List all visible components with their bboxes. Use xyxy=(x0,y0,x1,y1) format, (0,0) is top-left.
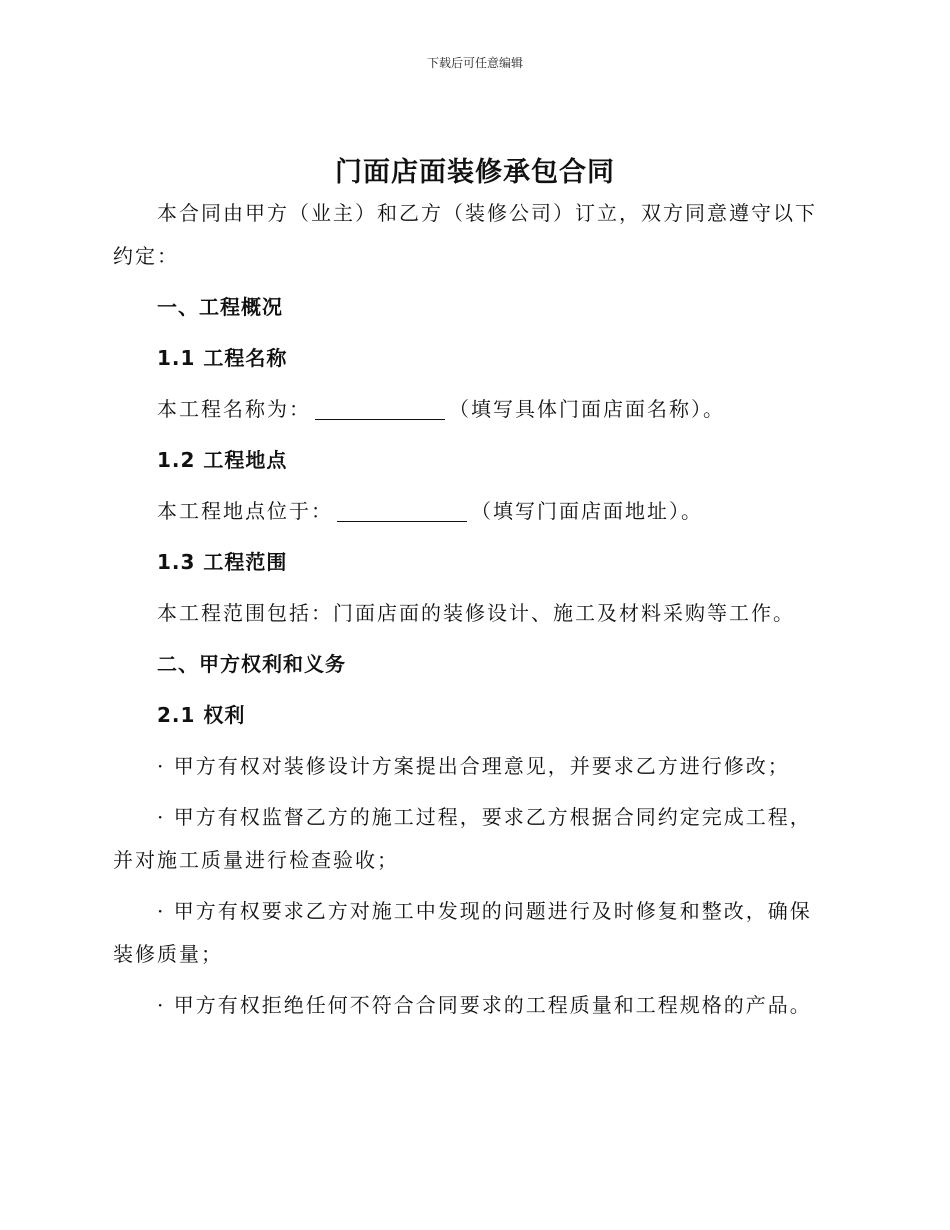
project-location-blank xyxy=(337,499,467,522)
header-note: 下载后可任意编辑 xyxy=(426,56,523,70)
rights-item: · 甲方有权对装修设计方案提出合理意见，并要求乙方进行修改； xyxy=(157,754,790,778)
document-title: 门面店面装修承包合同 xyxy=(335,157,615,188)
rights-item: · 甲方有权监督乙方的施工过程，要求乙方根据合同约定完成工程，并对施工质量进行检查验收； xyxy=(113,805,812,872)
project-location-label: 本工程地点位于： xyxy=(157,499,333,523)
project-name-hint: （填写具体门面店面名称）。 xyxy=(449,397,725,421)
project-name-blank xyxy=(315,397,445,420)
intro-paragraph: 本合同由甲方（业主）和乙方（装修公司）订立，双方同意遵守以下约定： xyxy=(113,201,817,268)
project-location-hint: （填写门面店面地址）。 xyxy=(471,499,703,523)
section-1-heading: 一、工程概况 xyxy=(157,295,283,319)
document-body xyxy=(113,192,829,1027)
section-1-3-heading: 1.3 工程范围 xyxy=(157,550,288,574)
section-1-1-heading: 1.1 工程名称 xyxy=(157,346,288,370)
section-2-1-heading: 2.1 权利 xyxy=(157,703,246,727)
section-1-1-paragraph xyxy=(113,388,829,431)
section-2-heading: 二、甲方权利和义务 xyxy=(157,652,346,676)
project-name-label: 本工程名称为： xyxy=(157,397,311,421)
section-1-3-paragraph: 本工程范围包括：门面店面的装修设计、施工及材料采购等工作。 xyxy=(157,601,795,625)
rights-item: · 甲方有权要求乙方对施工中发现的问题进行及时修复和整改，确保装修质量； xyxy=(113,899,812,966)
section-1-2-paragraph xyxy=(113,490,829,533)
rights-item: · 甲方有权拒绝任何不符合合同要求的工程质量和工程规格的产品。 xyxy=(157,993,812,1017)
section-1-2-heading: 1.2 工程地点 xyxy=(157,448,288,472)
